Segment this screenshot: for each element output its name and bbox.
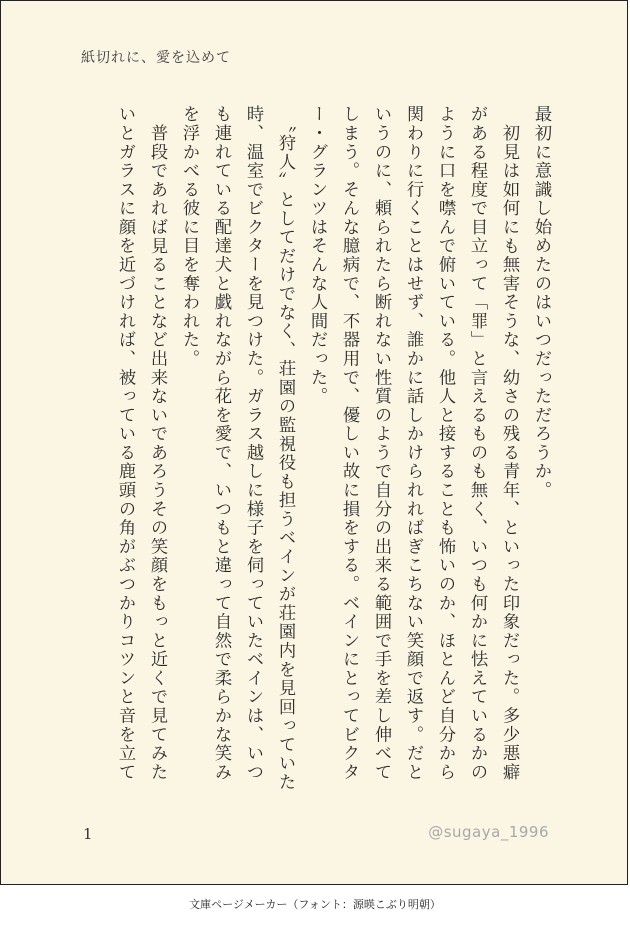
running-header-title: 紙切れに、愛を込めて	[81, 50, 231, 66]
author-handle: @sugaya_1996	[428, 823, 549, 841]
paragraph-3: 普段であれば見ることなど出来ないであろうその笑顔をもっと近くで見てみたいとガラスに顔を近づければ、被っている鹿頭の角がぶつかりコツンと音を立て	[115, 105, 167, 782]
opening-line: 最初に意識し始めたのはいつだっただろうか。	[531, 105, 551, 500]
paragraph-2: 〝狩人〟としてだけでなく、荘園の監視役も担うベインが荘園内を見回っていた時、温室でビクターを見つけた。ガラス越しに様子を伺っていたベインは、いつも連れている配達犬と戯れながら花を愛で、いつもと違って自然で柔らかな笑みを浮かべる彼に目を奪われた。	[179, 105, 295, 792]
vertical-body-text	[79, 105, 557, 795]
footer-credit: 文庫ページメーカー（フォント：源暎こぶり明朝）	[189, 898, 441, 911]
page-number: 1	[83, 825, 93, 843]
paragraph-1: 初見は如何にも無害そうな、幼さの残る青年、といった印象だった。多少悪癖がある程度で目立って「罪」と言えるものも無く、いつも何かに怯えているかのように口を噤んで俯いている。他人と接することも怖いのか、ほとんど自分から関わりに行くことはせず、誰かに話しかけられればぎこちない笑顔で返す。だというのに、頼られたら断れない性質のようで自分の出来る範囲で手を差し伸べてしまう。そんな臆病で、不器用で、優しい故に損をする。ベインにとってビクター・グランツはそんな人間だった。	[307, 105, 519, 782]
